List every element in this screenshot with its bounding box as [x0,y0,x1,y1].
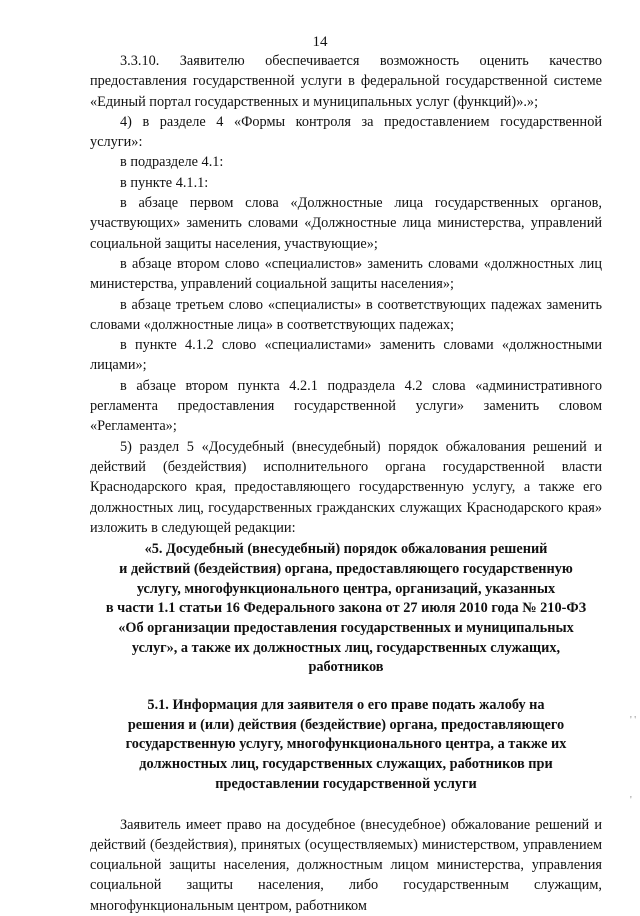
scan-mark: ' [630,795,632,806]
paragraph-item-4-1-2: в пункте 4.1.2 слово «специалистами» заменить словами «должностными лицами»; [90,337,602,374]
section-5-1-heading [90,696,602,795]
heading-line: в части 1.1 статьи 16 Федерального закона от 27 июля 2010 года № 210-ФЗ [105,600,587,617]
scan-mark: ' ' [630,715,637,726]
heading-line: «5. Досудебный (внесудебный) порядок обжалования решений [144,541,548,558]
heading-line: государственную услугу, многофункционального центра, а также их [125,736,567,753]
paragraph-abzats-3: в абзаце третьем слово «специалисты» в соответствующих падежах заменить словами «должностные лица» в соответствующих падежах; [90,296,602,333]
heading-line: работников [308,659,384,676]
paragraph-complaint-right: Заявитель имеет право на досудебное (внесудебное) обжалование решений и действий (бездействия), принятых (осуществляемых) министерством, управлением социальной защиты населения, должностным лицом министерства, управления социальной защиты населения, либо государственным служащим, многофункциональным центром, работником [90,816,602,914]
paragraph-3-3-10: 3.3.10. Заявителю обеспечивается возможность оценить качество предоставления государственной услуги в федеральной государственной системе «Единый портал государственных и муниципальных услуг (функций)».»; [90,53,602,110]
heading-line: предоставлении государственной услуги [215,775,477,792]
heading-line: «Об организации предоставления государственных и муниципальных [118,619,574,636]
page-number: 14 [312,34,328,50]
paragraph-subsection-4-1: в подразделе 4.1: [120,154,224,171]
paragraph-abzats-2: в абзаце втором слово «специалистов» заменить словами «должностных лиц министерства, управлений социальной защиты населения»; [90,255,602,293]
paragraph-item-4-1-1: в пункте 4.1.1: [120,174,209,191]
paragraph-item-4-2-1: в абзаце втором пункта 4.2.1 подраздела 4.2 слова «административного регламента предоставления государственной услуги» заменить словом «Регламента»; [90,377,602,435]
heading-line: 5.1. Информация для заявителя о его праве подать жалобу на [147,697,545,714]
heading-line: услугу, многофункционального центра, организаций, указанных [136,580,556,597]
paragraph-section-5: 5) раздел 5 «Досудебный (внесудебный) порядок обжалования решений и действий (бездействия) исполнительного органа государственной власти Краснодарского края, предоставляющего государственную услугу, а также его должностных лиц, государственных гражданских служащих Краснодарского края» изложить в следующей редакции: [90,438,602,536]
document-body [90,51,602,916]
paragraph-abzats-1: в абзаце первом слова «Должностные лица государственных органов, участвующих» заменить словами «Должностные лица министерства, управлений социальной защиты населения, участвующие»; [90,195,602,252]
heading-line: решения и (или) действия (бездействие) органа, предоставляющего [127,716,565,733]
heading-line: должностных лиц, государственных служащих, работников при [139,756,553,773]
heading-line: и действий (бездействия) органа, предоставляющего государственную [119,560,573,577]
section-5-heading [90,540,602,678]
paragraph-section-4: 4) в разделе 4 «Формы контроля за предоставлением государственной услуги»: [90,113,602,151]
heading-line: услуг», а также их должностных лиц, государственных служащих, [131,639,561,656]
